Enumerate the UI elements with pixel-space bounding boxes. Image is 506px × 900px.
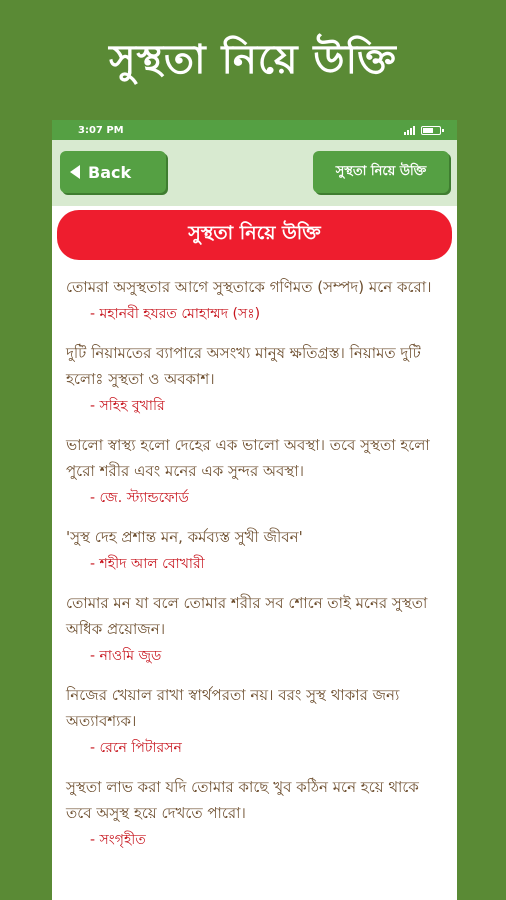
quote-author: - সহিহ বুখারি — [90, 398, 165, 414]
quote-text: সুস্থতা লাভ করা যদি তোমার কাছে খুব কঠিন মনে হয়ে থাকে তবে অসুস্থ হয়ে দেখতে পারো। — [66, 778, 419, 822]
quote-author: - শহীদ আল বোখারী — [90, 556, 205, 572]
quote-list — [52, 260, 457, 852]
quote-item — [66, 590, 445, 668]
status-time: 3:07 PM — [78, 124, 124, 136]
quote-author: - জে. স্ট্যান্ডফোর্ড — [90, 490, 189, 506]
quote-item — [66, 524, 445, 576]
app-bar — [52, 140, 457, 206]
page-title-banner: সুস্থতা নিয়ে উক্তি — [57, 210, 452, 260]
back-button[interactable] — [60, 151, 166, 193]
quote-author: - নাওমি জুড — [90, 648, 162, 664]
quote-text: তোমার মন যা বলে তোমার শরীর সব শোনে তাই মনের সুস্থতা অধিক প্রয়োজন। — [66, 594, 428, 638]
promo-title: সুস্থতা নিয়ে উক্তি — [109, 37, 397, 83]
quote-item — [66, 682, 445, 760]
status-bar — [52, 120, 457, 140]
quote-text: 'সুস্থ দেহ প্রশান্ত মন, কর্মব্যস্ত সুখী জীবন' — [66, 528, 303, 546]
quote-text: নিজের খেয়াল রাখা স্বার্থপরতা নয়। বরং সুস্থ থাকার জন্য অত্যাবশ্যক। — [66, 686, 400, 730]
quote-item — [66, 432, 445, 510]
signal-icon — [404, 126, 415, 135]
quote-item — [66, 340, 445, 418]
quote-text: তোমরা অসুস্থতার আগে সুস্থতাকে গণিমত (সম্পদ) মনে করো। — [66, 278, 432, 296]
quote-item — [66, 774, 445, 852]
battery-icon — [421, 126, 441, 135]
back-arrow-icon — [70, 165, 80, 179]
title-button[interactable]: সুস্থতা নিয়ে উক্তি — [313, 151, 449, 193]
quote-text: দুটি নিয়ামতের ব্যাপারে অসংখ্য মানুষ ক্ষতিগ্রস্ত। নিয়ামত দুটি হলোঃ সুস্থতা ও অবকাশ। — [66, 344, 421, 388]
quote-text: ভালো স্বাস্থ্য হলো দেহের এক ভালো অবস্থা। তবে সুস্থতা হলো পুরো শরীর এবং মনের এক সুন্দর অবস্থা। — [66, 436, 430, 480]
quote-author: - সংগৃহীত — [90, 832, 146, 848]
phone-screen — [52, 120, 457, 900]
quote-item — [66, 274, 445, 326]
status-icons — [404, 126, 441, 135]
back-button-label: Back — [88, 162, 132, 182]
quote-author: - রেনে পিটারসন — [90, 740, 182, 756]
quote-author: - মহানবী হযরত মোহাম্মদ (সঃ) — [90, 306, 261, 322]
